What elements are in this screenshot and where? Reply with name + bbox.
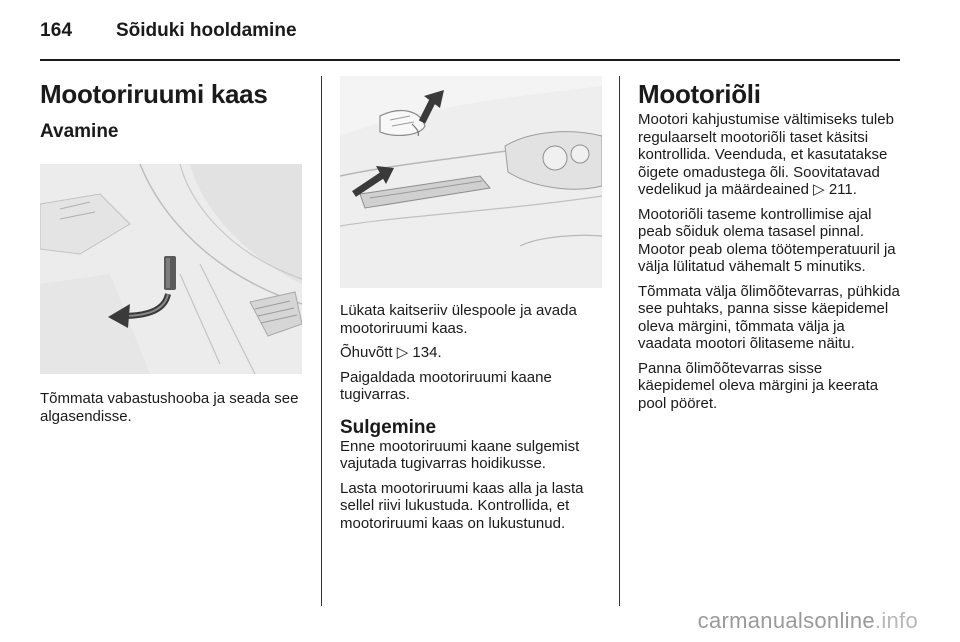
paragraph-install-prop: Paigaldada mootoriruumi kaane tugivarras. — [340, 368, 552, 403]
oil-check-intro-text: Mootori kahjustumise vältimiseks tuleb regulaarselt mootoriõli taset käsitsi kontrollida. Veenduda, et kasutatakse õigete omadustega õli. Soovitatavad vedelikud ja määrdeained — [638, 111, 894, 198]
column-3 — [638, 76, 900, 412]
page-reference-icon: ▷ — [396, 344, 409, 361]
subsection-title-opening: Avamine — [40, 121, 119, 142]
page-reference-icon: ▷ — [813, 181, 825, 198]
paragraph-dipstick-insert: Panna õlimõõtevarras sisse käepidemel oleva märgini ja keerata pool pööret. — [638, 359, 879, 412]
paragraph-air-intake-ref — [340, 344, 602, 362]
hood-safety-catch-illustration — [340, 76, 602, 288]
paragraph-stow-prop: Enne mootoriruumi kaane sulgemist vajutada tugivarras hoidikusse. — [340, 437, 580, 472]
watermark-main: carmanualsonline — [697, 608, 875, 633]
column-2 — [340, 76, 602, 532]
header-rule — [40, 59, 900, 61]
paragraph-release-catch: Lükata kaitseriiv ülespoole ja avada mootoriruumi kaas. — [340, 302, 577, 337]
caption-release-lever: Tõmmata vabastushooba ja seada see algasendisse. — [40, 390, 299, 425]
paragraph-level-surface: Mootoriõli taseme kontrollimise ajal peab sõiduk olema tasasel pinnal. Mootor peab olema töötemperatuuril ja välja lülitatud vähemalt 5 minutiks. — [638, 205, 896, 275]
watermark-suffix: .info — [874, 608, 918, 633]
section-title-engine-oil: Mootoriõli — [638, 79, 761, 109]
chapter-title: Sõiduki hooldamine — [116, 20, 297, 41]
paragraph-close-hood: Lasta mootoriruumi kaas alla ja lasta sellel riivi lukustuda. Kontrollida, et mootoriruumi kaas on lukustunud. — [340, 479, 584, 532]
paragraph-oil-check-intro — [638, 111, 900, 199]
column-divider-2 — [619, 76, 620, 606]
air-intake-page-ref[interactable]: 134. — [412, 344, 442, 361]
column-1 — [40, 76, 302, 425]
air-intake-label: Õhuvõtt — [340, 344, 397, 361]
release-lever-illustration — [40, 164, 302, 374]
watermark — [698, 608, 918, 634]
column-divider-1 — [321, 76, 322, 606]
subsection-title-closing: Sulgemine — [340, 416, 437, 438]
section-title-hood: Mootoriruumi kaas — [40, 79, 268, 109]
paragraph-dipstick-procedure: Tõmmata välja õlimõõtevarras, pühkida see puhtaks, panna sisse käepidemel oleva märgini, tõmmata välja ja vaadata mootori õlitaseme näitu. — [638, 282, 900, 352]
page-number: 164 — [40, 20, 73, 41]
fluids-page-ref[interactable]: 211. — [828, 181, 857, 198]
